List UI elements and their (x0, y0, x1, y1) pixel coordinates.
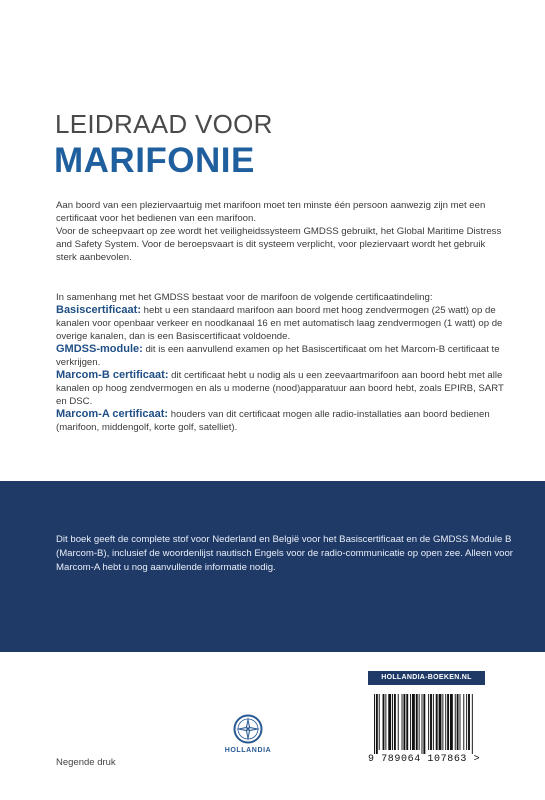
barcode-bar (403, 694, 405, 750)
certificate-description: dit is een aanvullend examen op het Basiscertificaat om het Marcom-B certificaat te verkrijgen. (56, 344, 500, 368)
barcode-bar (423, 694, 425, 754)
certificate-item-basis (56, 304, 506, 343)
barcode-bar (388, 694, 391, 750)
compass-rose-icon (233, 714, 263, 744)
barcode-bar (394, 694, 396, 750)
barcode-bar (416, 694, 418, 750)
barcode-bar (439, 694, 442, 750)
barcode-bar (460, 694, 461, 750)
certificate-name: Basiscertificaat: (56, 304, 141, 316)
barcode-bar (466, 694, 467, 750)
barcode-bar (442, 694, 443, 750)
intro-paragraph-2: Voor de scheepvaart op zee wordt het veiligheidssysteem GMDSS gebruikt, het Global Maritime Distress and Safety System. Voor de beroepsvaart is dit systeem verplicht, voor pleziervaart wordt het gebruik sterk aanbevolen. (56, 226, 502, 263)
certificate-description: dit certificaat hebt u nodig als u een zeevaartmarifoon aan boord hebt met alle kanalen op hoog zendvermogen en als u moderne (nood)apparatuur aan boord hebt, zoals EPIRB, SART en DSC. (56, 370, 504, 407)
barcode-bar (436, 694, 438, 750)
barcode-bar (392, 694, 393, 750)
certificate-item-marcom-a (56, 408, 506, 434)
barcode-bar (402, 694, 403, 750)
summary-band (0, 481, 545, 652)
barcode-bar (428, 694, 429, 750)
barcode-bar (376, 694, 378, 754)
publisher-logo (213, 714, 283, 754)
barcode-bar (379, 694, 380, 750)
barcode-bar (455, 694, 456, 750)
barcode-bar (447, 694, 449, 750)
certificate-item-gmdss (56, 343, 506, 369)
barcode-bar (419, 694, 420, 750)
barcode-bar (430, 694, 432, 750)
certificate-name: GMDSS-module: (56, 343, 143, 355)
barcode-bar (468, 694, 470, 750)
certificate-description: hebt u een standaard marifoon aan boord met hoog zendvermogen (25 watt) op de kanalen voor openbaar verkeer en noodkanaal 16 en met automatisch laag zendvermogen (1 watt) op de overige kanalen, dan is een Basiscertificaat voldoende. (56, 305, 503, 342)
barcode-bar (472, 694, 473, 754)
certificate-name: Marcom-B certificaat: (56, 369, 169, 381)
barcode-bar (457, 694, 459, 750)
certificate-item-marcom-b (56, 369, 506, 408)
certificate-intro: In samenhang met het GMDSS bestaat voor de marifoon de volgende certificaatindeling: (56, 292, 433, 303)
certificate-name: Marcom-A certificaat: (56, 408, 169, 420)
certificate-list (56, 291, 506, 434)
barcode-bar (385, 694, 386, 750)
barcode-bar (410, 694, 411, 750)
barcode-bar (433, 694, 434, 750)
barcode-bar (406, 694, 408, 750)
publisher-name: HOLLANDIA (224, 747, 272, 754)
title-line-1: LEIDRAAD VOOR (55, 109, 273, 139)
summary-text: Dit boek geeft de complete stof voor Nederland en België voor het Basiscertificaat en de GMDSS Module B (Marcom-B), inclusief de woordenlijst nautisch Engels voor de radio-communicatie op open zee. Alleen voor Marcom-A hebt u nog aanvullende informatie nodig. (56, 534, 513, 573)
intro-text (56, 199, 506, 264)
barcode-bar (445, 694, 446, 750)
barcode-bar (412, 694, 415, 750)
barcode-bar (422, 694, 423, 754)
title-line-2: MARIFONIE (54, 141, 255, 180)
barcode-bar (450, 694, 453, 750)
website-badge: HOLLANDIA-BOEKEN.NL (368, 671, 485, 685)
edition-label: Negende druk (56, 757, 116, 768)
barcode-bar (374, 694, 375, 754)
isbn-barcode (368, 692, 486, 770)
isbn-digits: 9 789064 107863 > (368, 754, 481, 765)
barcode-bar (398, 694, 399, 750)
certificate-description: houders van dit certificaat mogen alle radio-installaties aan boord bedienen (marifoon, middengolf, korte golf, satelliet). (56, 409, 490, 433)
barcode-bar (463, 694, 464, 750)
barcode-icon (368, 692, 486, 754)
barcode-bar (383, 694, 385, 750)
intro-paragraph-1: Aan boord van een pleziervaartuig met marifoon moet ten minste één persoon aanwezig zijn met een certificaat voor het bedienen van een marifoon. (56, 200, 486, 224)
